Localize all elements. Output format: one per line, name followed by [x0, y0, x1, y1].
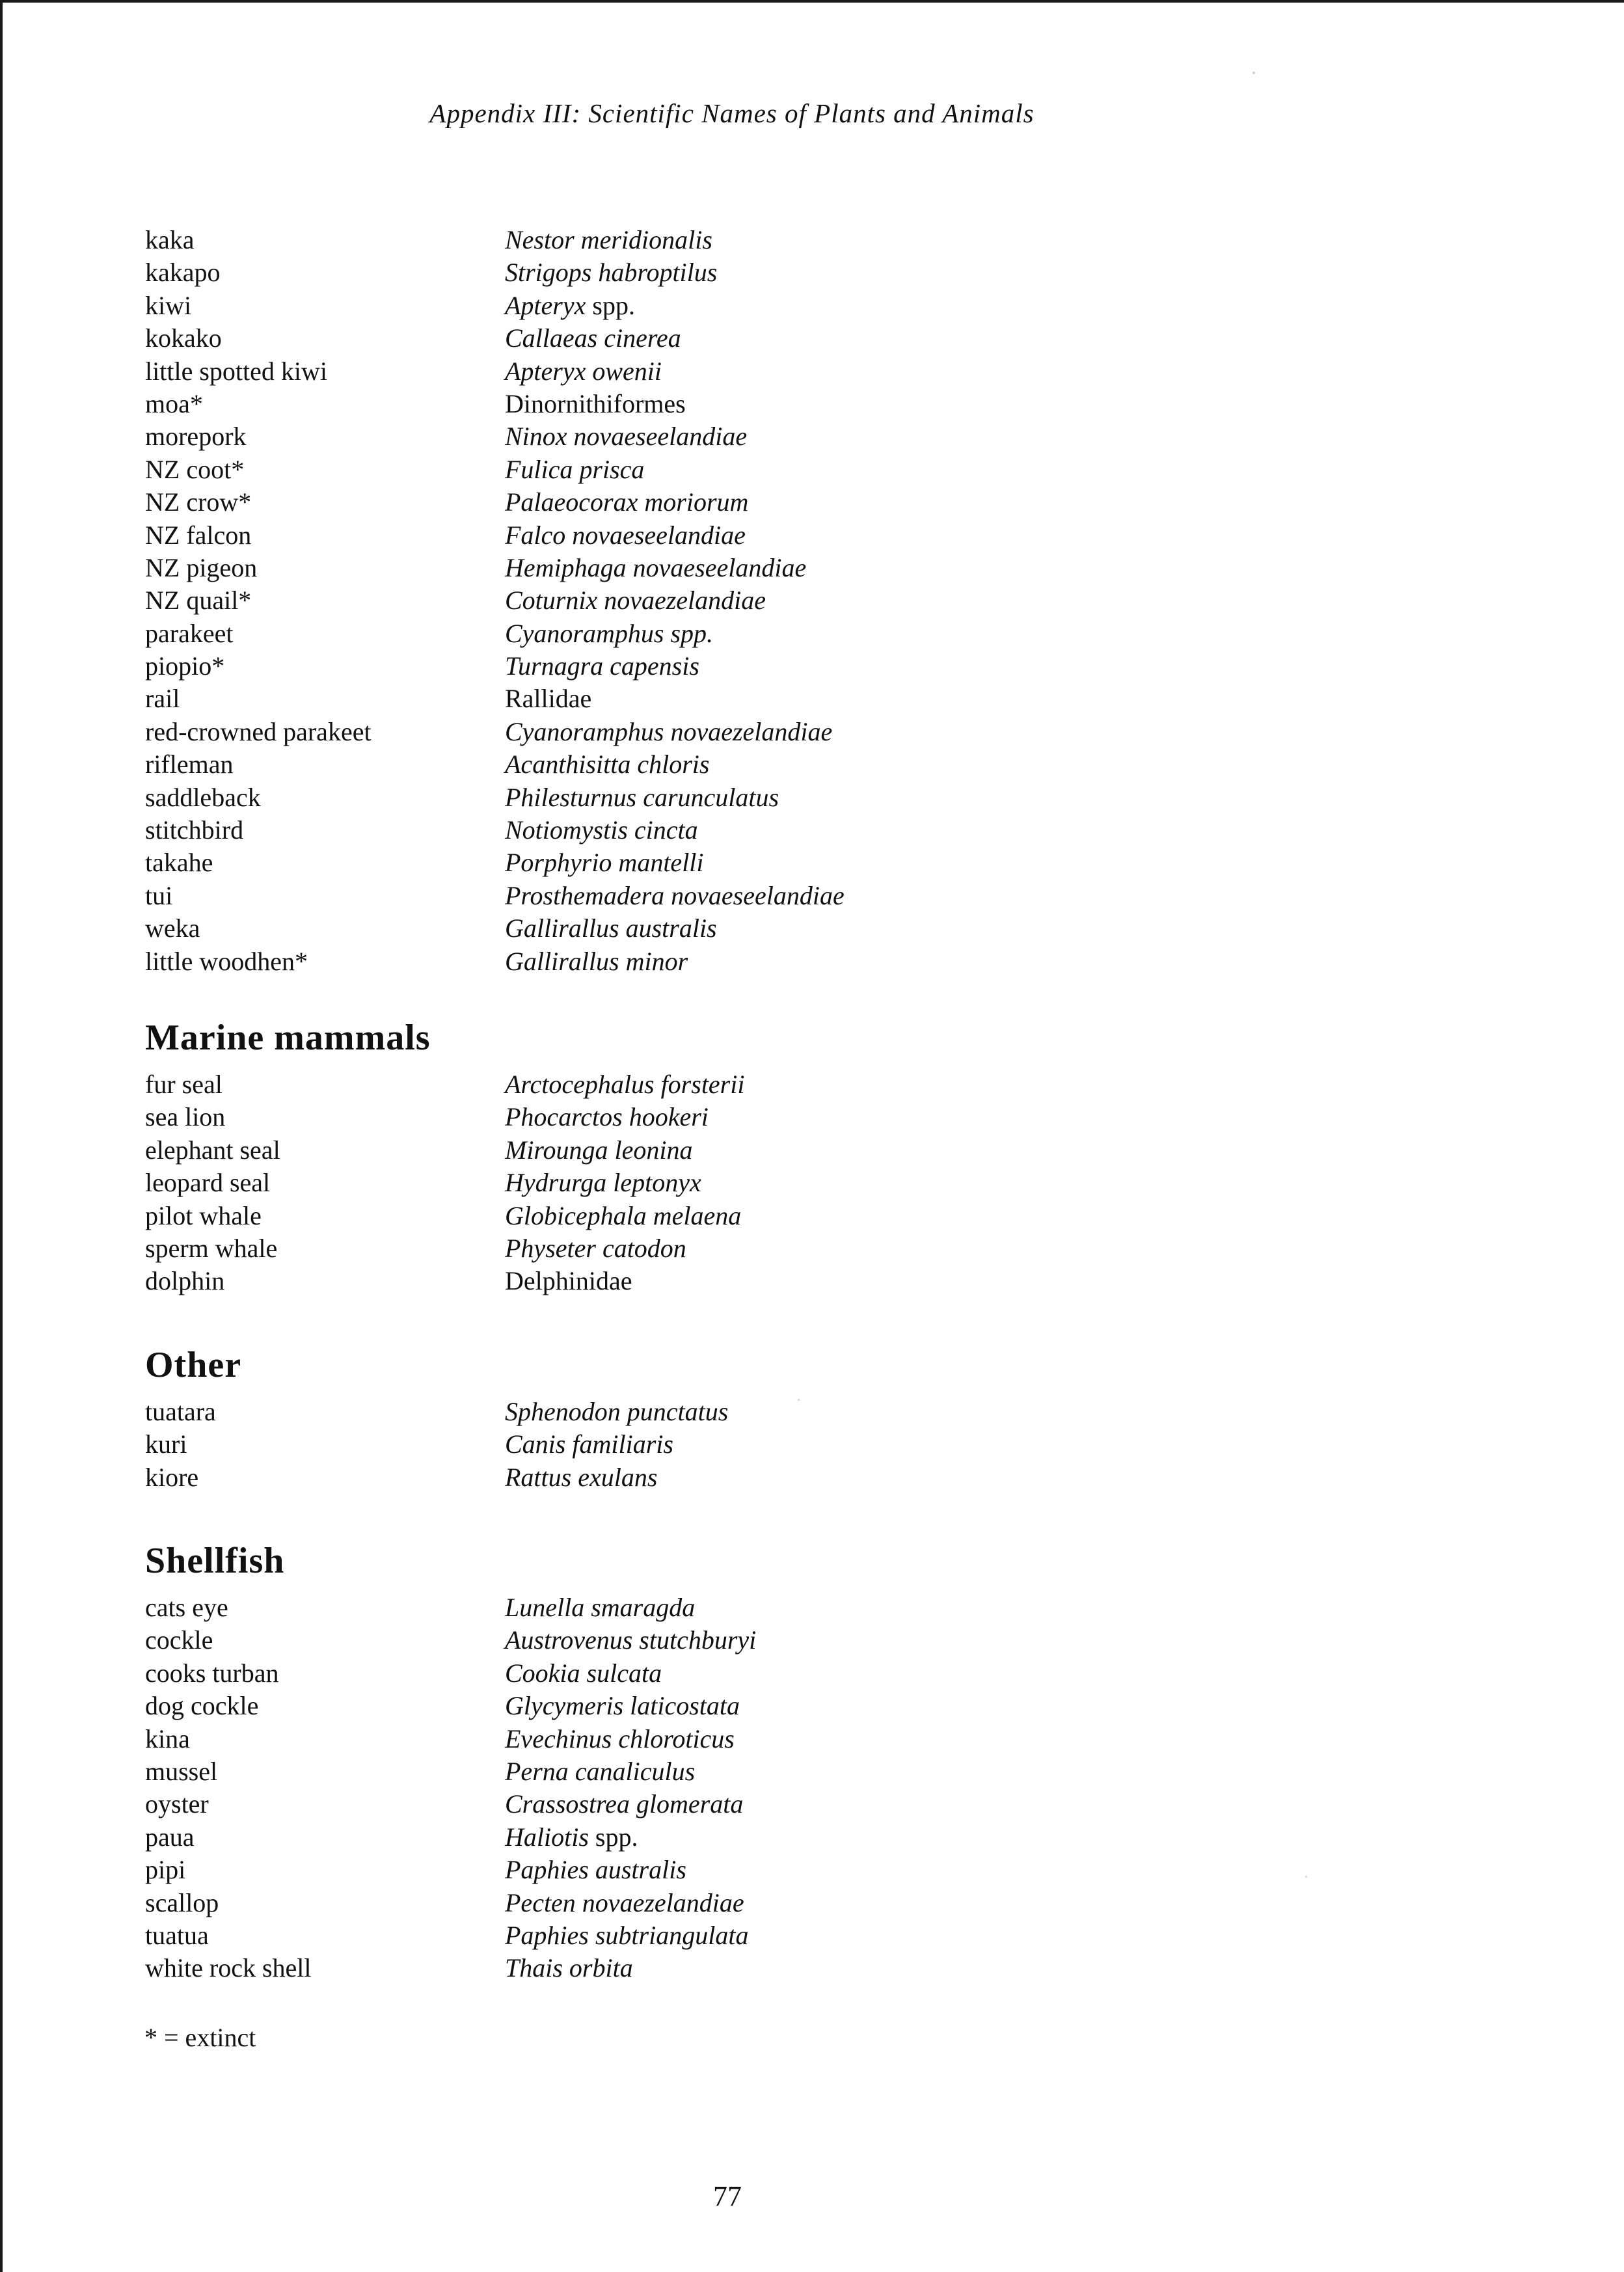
scientific-name [505, 584, 766, 617]
scientific-name-text: Globicephala melaena [505, 1200, 742, 1230]
scientific-name [505, 1134, 693, 1167]
scientific-name [505, 224, 712, 256]
common-name: NZ coot* [145, 454, 245, 484]
list-item [145, 814, 1121, 846]
list-item [145, 1624, 1121, 1657]
common-name: dolphin [145, 1266, 225, 1296]
scientific-name [505, 1887, 744, 1919]
scientific-name [505, 1101, 709, 1133]
list-item [145, 1134, 1121, 1167]
scan-speck [798, 1399, 800, 1401]
list-item [145, 1723, 1121, 1755]
common-name: NZ quail* [145, 586, 252, 615]
list-item [145, 322, 1121, 355]
scientific-name-text: Apteryx owenii [505, 356, 662, 386]
common-name: cockle [145, 1625, 213, 1655]
list-item [145, 1821, 1121, 1854]
scientific-name [505, 1068, 744, 1101]
scientific-name [505, 781, 779, 814]
common-name: rifleman [145, 750, 234, 779]
scientific-name-suffix: spp. [588, 1822, 638, 1852]
scientific-name-text: Mirounga leonina [505, 1135, 693, 1165]
common-name: pilot whale [145, 1200, 262, 1230]
list-item [145, 1232, 1121, 1265]
common-name: tui [145, 880, 173, 910]
common-name: little spotted kiwi [145, 356, 327, 386]
scientific-name-suffix: spp. [586, 290, 635, 320]
scientific-name [505, 453, 644, 486]
common-name: kaka [145, 225, 195, 254]
list-item [145, 945, 1121, 978]
scientific-name-text: Haliotis [505, 1822, 589, 1852]
marine-mammals-rows [145, 1068, 1121, 1298]
scientific-name-text: Cyanoramphus novaezelandiae [505, 716, 833, 746]
scientific-name-text: Fulica prisca [505, 454, 645, 484]
scientific-name-text: Cookia sulcata [505, 1658, 662, 1688]
scientific-name [505, 256, 717, 289]
common-name: NZ crow* [145, 487, 252, 517]
scientific-name [505, 1461, 657, 1494]
scientific-name [505, 1657, 662, 1690]
marine-mammals-section [145, 1015, 1121, 1298]
list-item [145, 781, 1121, 814]
scan-speck [1305, 1876, 1307, 1878]
list-item [145, 355, 1121, 388]
common-name: sea lion [145, 1102, 226, 1132]
scientific-name-text: Ninox novaeseelandiae [505, 422, 748, 452]
birds-rows [145, 224, 1121, 978]
scientific-name [505, 1265, 632, 1297]
list-item [145, 1396, 1121, 1428]
list-item [145, 224, 1121, 256]
common-name: kiore [145, 1462, 199, 1492]
scientific-name-text: Rattus exulans [505, 1462, 658, 1492]
scientific-name [505, 617, 713, 650]
list-item [145, 650, 1121, 683]
scientific-name [505, 1723, 735, 1755]
common-name: tuatara [145, 1397, 216, 1426]
scientific-name-text: Prosthemadera novaeseelandiae [505, 880, 845, 910]
common-name: piopio* [145, 651, 225, 681]
scientific-name-text: Austrovenus stutchburyi [505, 1625, 757, 1655]
scientific-name-text: Delphinidae [505, 1266, 632, 1296]
scientific-name-text: Coturnix novaezelandiae [505, 586, 766, 615]
list-item [145, 1887, 1121, 1919]
scientific-name-text: Crassostrea glomerata [505, 1789, 744, 1819]
list-item [145, 1200, 1121, 1232]
scientific-name-text: Hemiphaga novaeseelandiae [505, 552, 807, 582]
scan-border-top [0, 0, 1624, 3]
scientific-name-text: Lunella smaragda [505, 1593, 696, 1622]
common-name: kina [145, 1724, 190, 1753]
scan-speck [1252, 72, 1255, 74]
shellfish-rows [145, 1591, 1121, 1985]
common-name: sperm whale [145, 1233, 278, 1263]
scan-border-left [0, 0, 3, 2272]
scientific-name-text: Palaeocorax moriorum [505, 487, 749, 517]
scientific-name [505, 846, 704, 879]
list-item [145, 1952, 1121, 1984]
section-heading: Other [145, 1345, 242, 1385]
common-name: fur seal [145, 1070, 223, 1099]
scientific-name-text: Arctocephalus forsterii [505, 1070, 745, 1099]
scientific-name [505, 814, 698, 846]
common-name: parakeet [145, 618, 234, 648]
common-name: moa* [145, 388, 203, 418]
scientific-name [505, 1232, 686, 1265]
scientific-name [505, 880, 845, 912]
scientific-name-text: Dinornithiformes [505, 388, 686, 418]
scientific-name-text: Phocarctos hookeri [505, 1102, 709, 1132]
scientific-name-text: Callaeas cinerea [505, 323, 681, 353]
common-name: oyster [145, 1789, 209, 1819]
scientific-name-text: Nestor meridionalis [505, 225, 712, 254]
common-name: kuri [145, 1429, 187, 1459]
list-item [145, 1690, 1121, 1722]
scientific-name-text: Pecten novaezelandiae [505, 1887, 744, 1917]
scientific-name-text: Acanthisitta chloris [505, 750, 710, 779]
scientific-name-text: Apteryx [505, 290, 586, 320]
shellfish-section [145, 1538, 1121, 1985]
scientific-name [505, 519, 746, 552]
scientific-name-text: Gallirallus minor [505, 946, 688, 976]
list-item [145, 1265, 1121, 1297]
list-item [145, 1461, 1121, 1494]
list-item [145, 912, 1121, 945]
list-item [145, 486, 1121, 519]
scientific-name [505, 1854, 686, 1886]
scientific-name-text: Canis familiaris [505, 1429, 673, 1459]
scientific-name-text: Physeter catodon [505, 1233, 686, 1263]
list-item [145, 880, 1121, 912]
section-heading: Marine mammals [145, 1018, 431, 1058]
common-name: cats eye [145, 1593, 228, 1622]
list-item [145, 1591, 1121, 1624]
scientific-name-text: Strigops habroptilus [505, 258, 718, 288]
other-rows [145, 1396, 1121, 1494]
scientific-name [505, 748, 709, 781]
scientific-name [505, 1788, 743, 1820]
common-name: tuatua [145, 1920, 209, 1950]
list-item [145, 420, 1121, 453]
list-item [145, 1755, 1121, 1788]
common-name: weka [145, 913, 200, 943]
scientific-name [505, 1690, 740, 1722]
list-item [145, 453, 1121, 486]
scientific-name [505, 1428, 673, 1461]
scientific-name [505, 1952, 633, 1984]
scientific-name [505, 486, 748, 519]
list-item [145, 388, 1121, 420]
scientific-name [505, 420, 747, 453]
common-name: takahe [145, 848, 213, 878]
list-item [145, 1101, 1121, 1133]
common-name: red-crowned parakeet [145, 716, 372, 746]
list-item [145, 1919, 1121, 1952]
scientific-name [505, 290, 635, 322]
scientific-name [505, 1919, 748, 1952]
common-name: NZ falcon [145, 520, 252, 550]
scientific-name [505, 650, 699, 683]
list-item [145, 617, 1121, 650]
common-name: morepork [145, 422, 247, 452]
scientific-name [505, 552, 806, 584]
scientific-name-text: Turnagra capensis [505, 651, 699, 681]
list-item [145, 1657, 1121, 1690]
common-name: dog cockle [145, 1691, 259, 1721]
list-item [145, 519, 1121, 552]
scientific-name [505, 1591, 695, 1624]
page-number: 77 [713, 2180, 742, 2212]
common-name: elephant seal [145, 1135, 280, 1165]
footnote: * = extinct [144, 2023, 256, 2052]
scientific-name [505, 912, 717, 945]
scientific-name [505, 1167, 701, 1199]
running-head: Appendix III: Scientific Names of Plants and Animals [429, 98, 1035, 128]
list-item [145, 716, 1121, 748]
common-name: stitchbird [145, 815, 244, 845]
scientific-name-text: Porphyrio mantelli [505, 848, 704, 878]
section-heading: Shellfish [145, 1541, 285, 1581]
common-name: paua [145, 1822, 195, 1852]
common-name: kiwi [145, 290, 192, 320]
scientific-name-text: Notiomystis cincta [505, 815, 698, 845]
scientific-name-text: Falco novaeseelandiae [505, 520, 746, 550]
scientific-name [505, 683, 591, 715]
common-name: cooks turban [145, 1658, 279, 1688]
scientific-name [505, 388, 686, 420]
common-name: scallop [145, 1887, 219, 1917]
scientific-name [505, 1755, 695, 1788]
other-section [145, 1342, 1121, 1494]
common-name: kakapo [145, 258, 221, 288]
common-name: NZ pigeon [145, 552, 258, 582]
scientific-name [505, 355, 662, 388]
list-item [145, 683, 1121, 715]
scientific-name-text: Rallidae [505, 684, 592, 714]
scientific-name-text: Thais orbita [505, 1953, 633, 1983]
list-item [145, 1854, 1121, 1886]
common-name: saddleback [145, 782, 261, 812]
common-name: rail [145, 684, 180, 714]
scientific-name-text: Philesturnus carunculatus [505, 782, 779, 812]
common-name: white rock shell [145, 1953, 312, 1983]
list-item [145, 748, 1121, 781]
scientific-name [505, 1624, 756, 1657]
scientific-name-text: Gallirallus australis [505, 913, 717, 943]
scientific-name [505, 716, 832, 748]
list-item [145, 1428, 1121, 1461]
scientific-name-text: Cyanoramphus spp. [505, 618, 714, 648]
list-item [145, 1068, 1121, 1101]
scientific-name [505, 322, 681, 355]
list-item [145, 552, 1121, 584]
list-item [145, 290, 1121, 322]
scientific-name-text: Paphies subtriangulata [505, 1920, 749, 1950]
list-item [145, 256, 1121, 289]
scientific-name-text: Perna canaliculus [505, 1756, 696, 1786]
scientific-name-text: Paphies australis [505, 1855, 686, 1885]
scientific-name [505, 1200, 741, 1232]
scientific-name-text: Glycymeris laticostata [505, 1691, 740, 1721]
birds-list [145, 224, 1121, 978]
common-name: kokako [145, 323, 222, 353]
list-item [145, 846, 1121, 879]
common-name: little woodhen* [145, 946, 308, 976]
scientific-name-text: Sphenodon punctatus [505, 1397, 729, 1426]
scientific-name-text: Hydrurga leptonyx [505, 1168, 701, 1198]
scientific-name-text: Evechinus chloroticus [505, 1724, 735, 1753]
list-item [145, 1167, 1121, 1199]
scientific-name [505, 945, 688, 978]
common-name: leopard seal [145, 1168, 271, 1198]
list-item [145, 584, 1121, 617]
common-name: mussel [145, 1756, 218, 1786]
scientific-name [505, 1821, 638, 1854]
list-item [145, 1788, 1121, 1820]
common-name: pipi [145, 1855, 186, 1885]
scientific-name [505, 1396, 728, 1428]
